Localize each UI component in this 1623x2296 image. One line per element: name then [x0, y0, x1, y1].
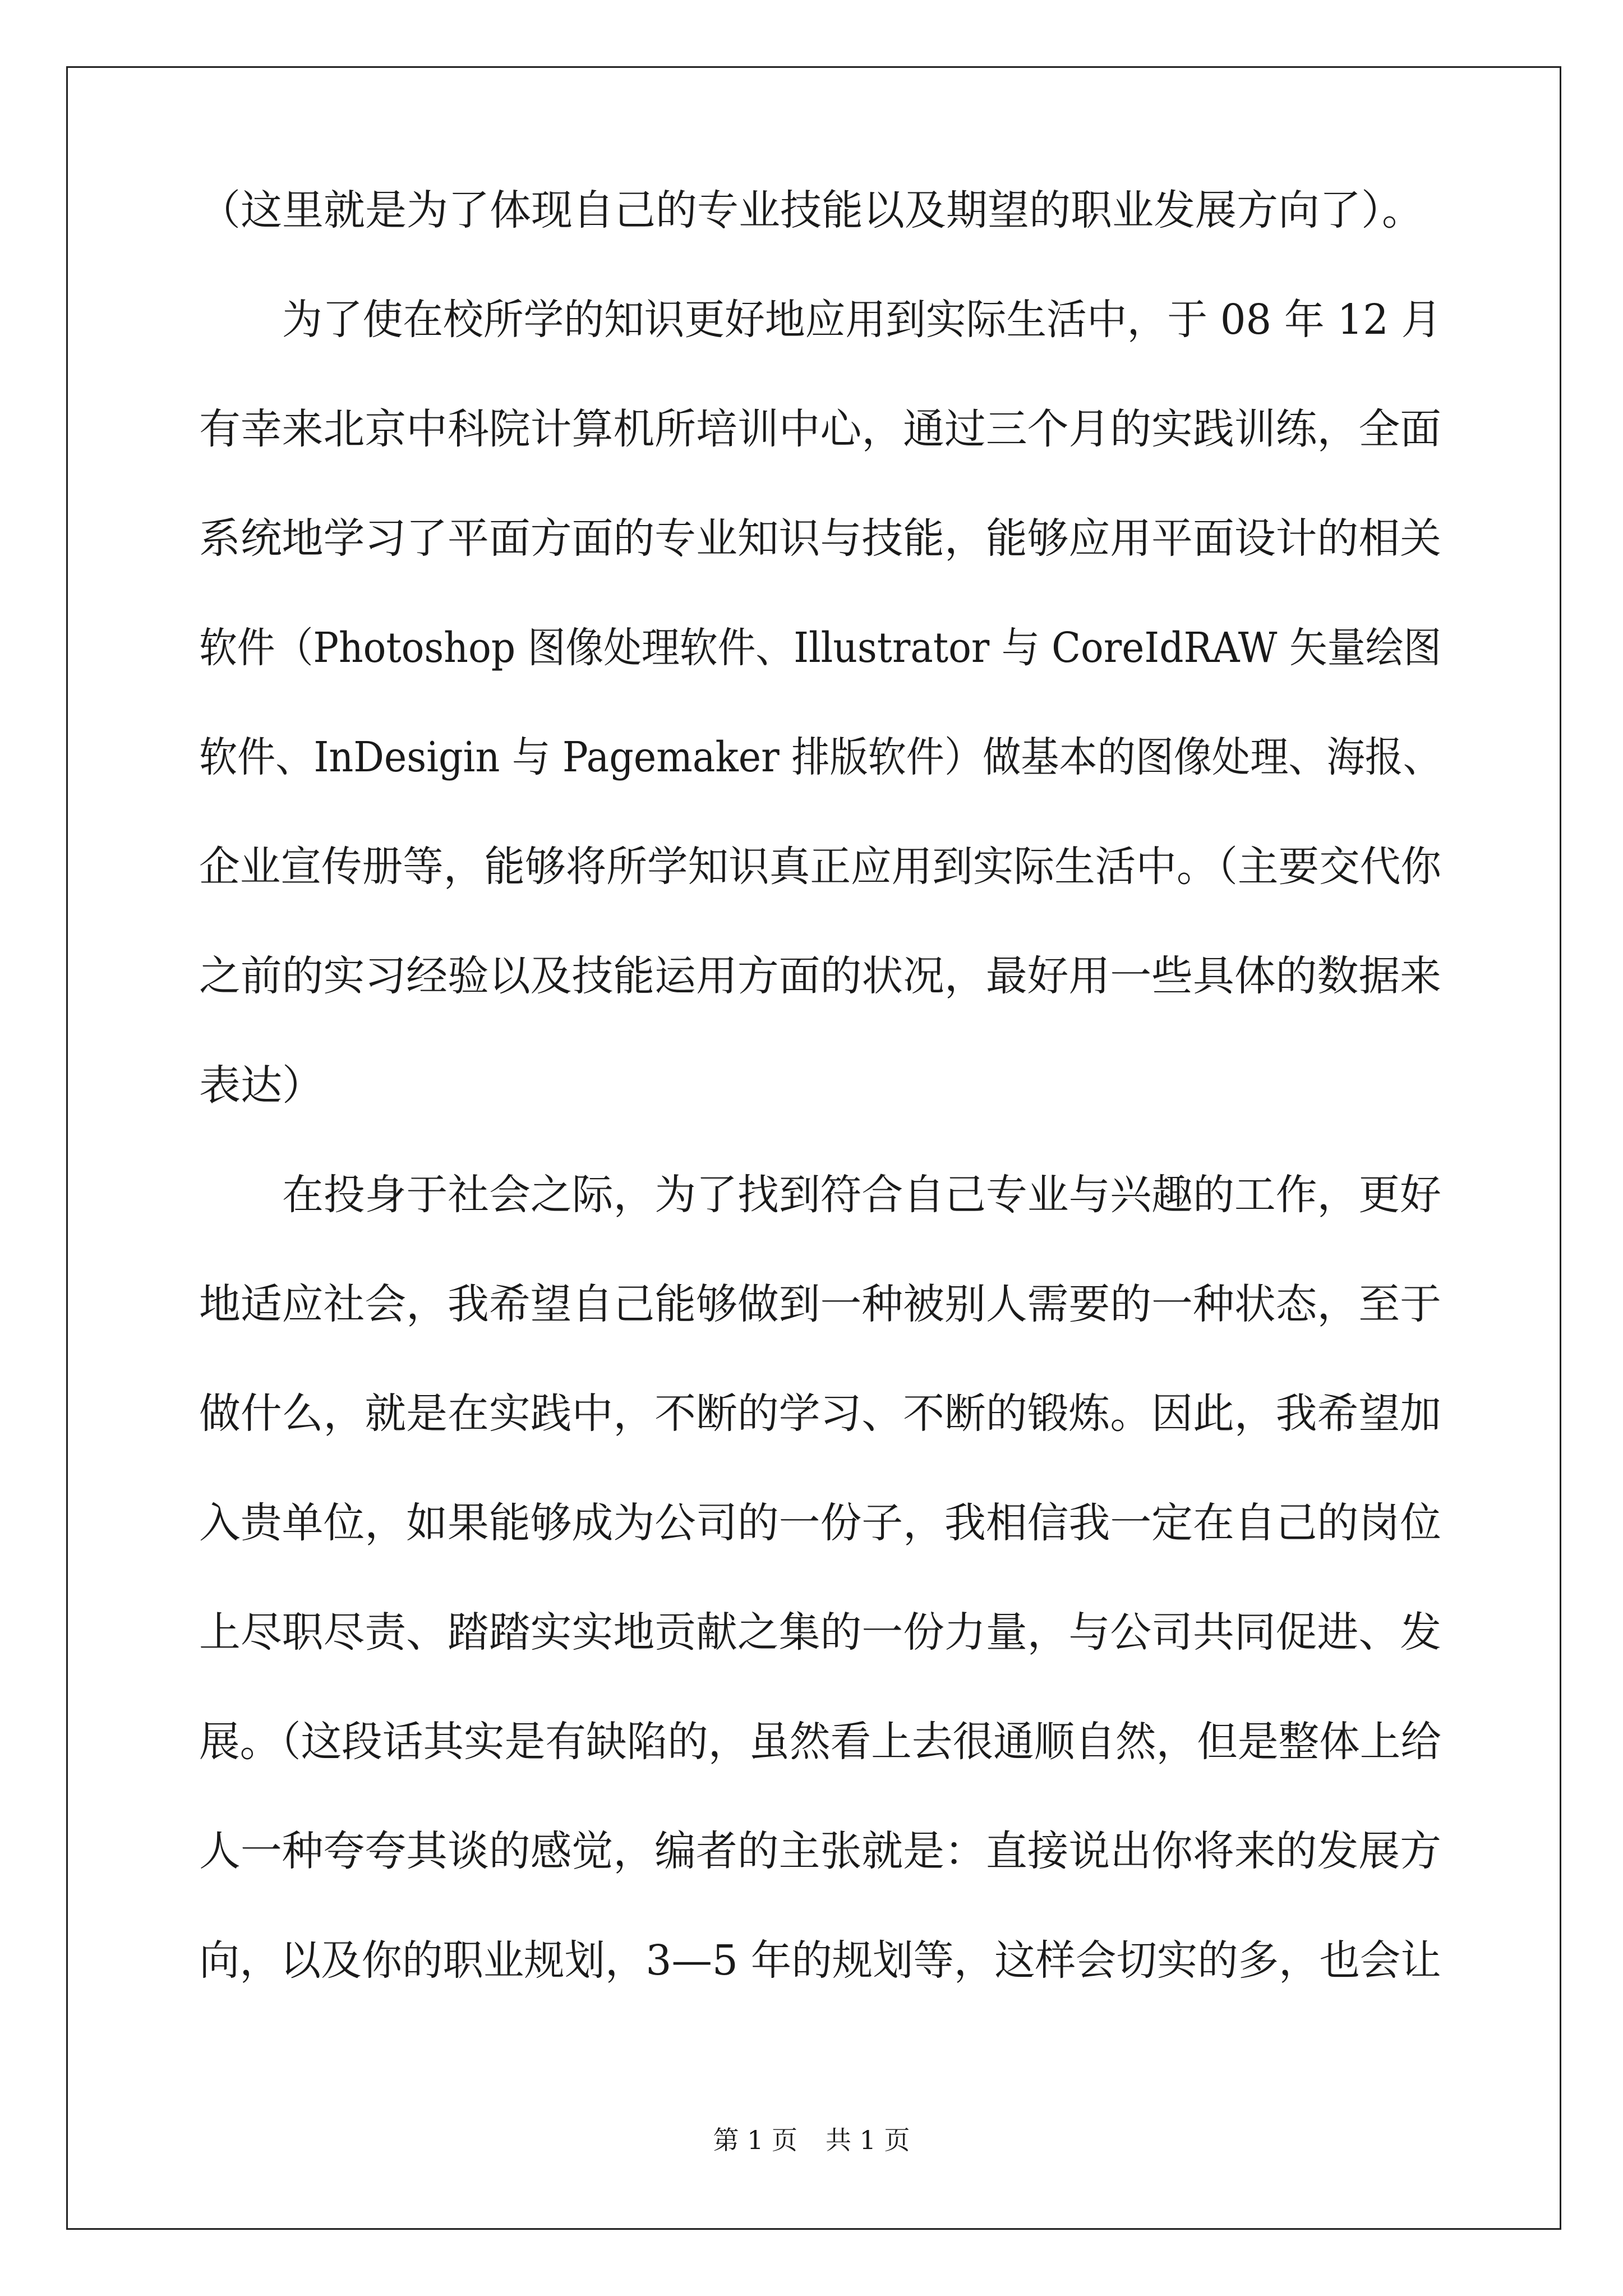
text-line: 地适应社会，我希望自己能够做到一种被别人需要的一种状态，至于	[199, 1280, 1441, 1328]
text-line: 有幸来北京中科院计算机所培训中心，通过三个月的实践训练，全面	[199, 405, 1441, 453]
text-line: 之前的实习经验以及技能运用方面的状况，最好用一些具体的数据来	[199, 952, 1441, 1000]
text-line: 人一种夸夸其谈的感觉，编者的主张就是：直接说出你将来的发展方	[199, 1827, 1441, 1875]
text-line: （这里就是为了体现自己的专业技能以及期望的职业发展方向了）。	[199, 186, 1423, 234]
text-line: 软件（Photoshop 图像处理软件、Illustrator 与 CoreIdRAW 矢量绘图	[199, 624, 1442, 672]
page-number: 第 1 页	[713, 2125, 797, 2155]
page-border	[66, 66, 1561, 2230]
text-line: 表达）	[199, 1061, 324, 1110]
text-line: 上尽职尽责、踏踏实实地贡献之集的一份力量，与公司共同促进、发	[199, 1608, 1441, 1657]
text-line: 展。（这段话其实是有缺陷的，虽然看上去很通顺自然，但是整体上给	[199, 1718, 1441, 1766]
text-line: 为了使在校所学的知识更好地应用到实际生活中，于 08 年 12 月	[282, 296, 1442, 344]
page-footer	[0, 2123, 1623, 2157]
page-total: 共 1 页	[826, 2125, 910, 2155]
text-line: 软件、InDesigin 与 Pagemaker 排版软件）做基本的图像处理、海报、	[199, 733, 1441, 781]
text-line: 在投身于社会之际，为了找到符合自己专业与兴趣的工作，更好	[282, 1171, 1441, 1219]
text-line: 做什么，就是在实践中，不断的学习、不断的锻炼。因此，我希望加	[199, 1389, 1441, 1438]
text-line: 入贵单位，如果能够成为公司的一份子，我相信我一定在自己的岗位	[199, 1499, 1441, 1547]
text-line: 向，以及你的职业规划，3—5 年的规划等，这样会切实的多，也会让	[199, 1936, 1441, 1985]
text-line: 企业宣传册等，能够将所学知识真正应用到实际生活中。（主要交代你	[199, 843, 1441, 891]
text-line: 系统地学习了平面方面的专业知识与技能，能够应用平面设计的相关	[199, 514, 1441, 563]
